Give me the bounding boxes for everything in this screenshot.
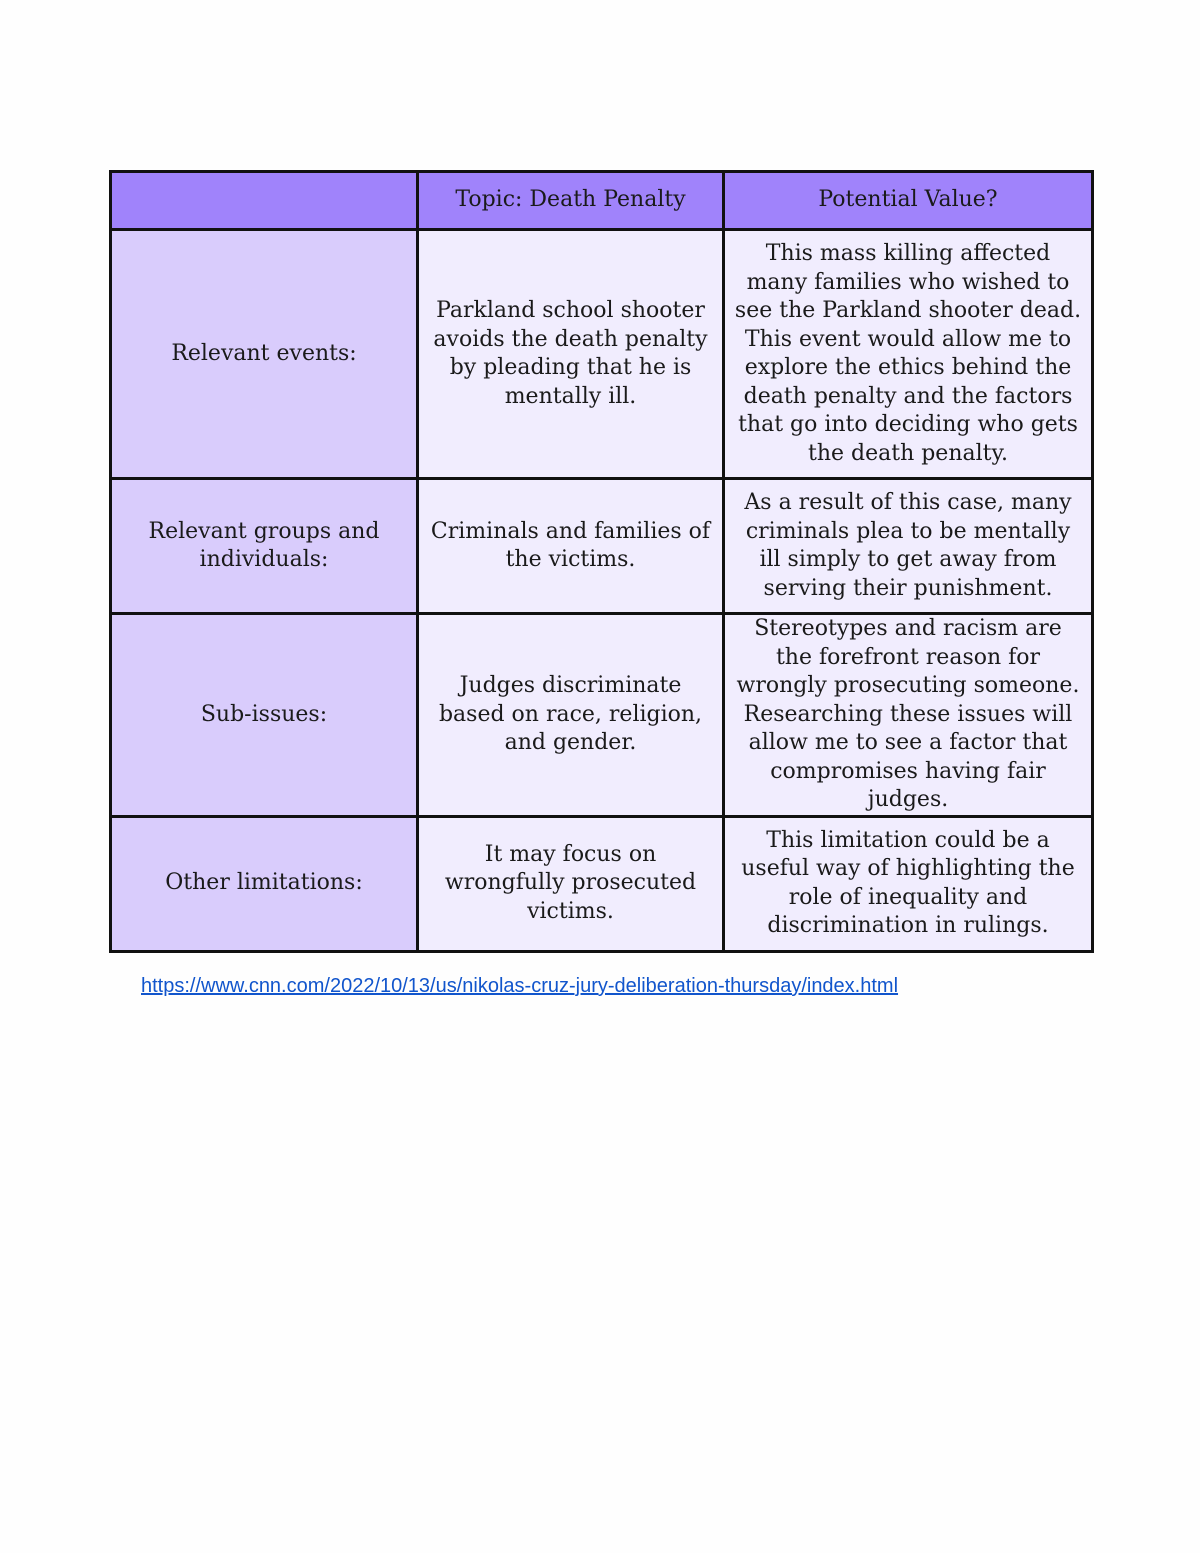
row-label-relevant-groups: Relevant groups and individuals: [111, 479, 418, 614]
value-cell: Stereotypes and racism are the forefront reason for wrongly prosecuting someone. Researching these issues will allow me to see a factor that compromises having fair judges. [724, 614, 1093, 817]
row-label-other-limitations: Other limitations: [111, 816, 418, 951]
topic-cell: Parkland school shooter avoids the death penalty by pleading that he is mentally ill. [418, 230, 724, 479]
header-corner-cell [111, 172, 418, 230]
topic-table [109, 170, 1094, 953]
value-cell: As a result of this case, many criminals plea to be mentally ill simply to get away from serving their punishment. [724, 479, 1093, 614]
topic-cell: It may focus on wrongfully prosecuted victims. [418, 816, 724, 951]
value-cell: This mass killing affected many families who wished to see the Parkland shooter dead. This event would allow me to explore the ethics behind the death penalty and the factors that go into deciding who gets the death penalty. [724, 230, 1093, 479]
topic-cell: Criminals and families of the victims. [418, 479, 724, 614]
table-row [111, 614, 1093, 817]
topic-cell: Judges discriminate based on race, religion, and gender. [418, 614, 724, 817]
row-label-relevant-events: Relevant events: [111, 230, 418, 479]
source-link[interactable]: https://www.cnn.com/2022/10/13/us/nikolas-cruz-jury-deliberation-thursday/index.html [141, 975, 899, 997]
table-row [111, 230, 1093, 479]
header-value-cell: Potential Value? [724, 172, 1093, 230]
header-topic-cell: Topic: Death Penalty [418, 172, 724, 230]
table-header-row [111, 172, 1093, 230]
value-cell: This limitation could be a useful way of highlighting the role of inequality and discrimination in rulings. [724, 816, 1093, 951]
row-label-sub-issues: Sub-issues: [111, 614, 418, 817]
table-row [111, 479, 1093, 614]
table-row [111, 816, 1093, 951]
